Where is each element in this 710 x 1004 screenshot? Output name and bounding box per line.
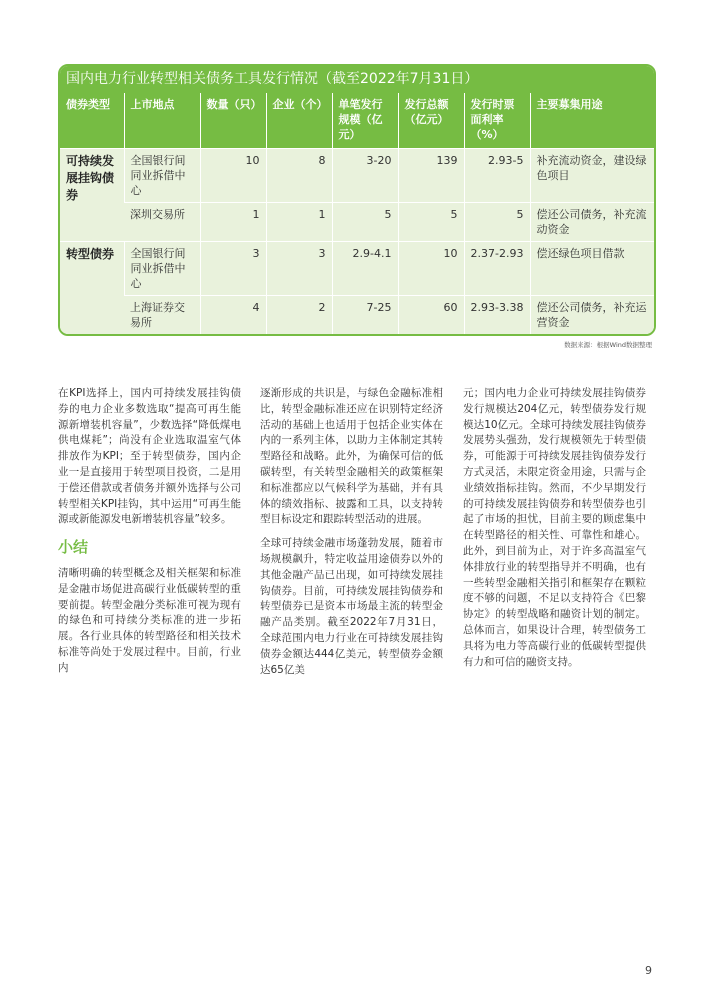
table-row bbox=[60, 203, 654, 242]
paragraph: 元；国内电力企业可持续发展挂钩债券发行规模达204亿元，转型债券发行规模达10亿元。全球可持续发展挂钩债券发展势头强劲，发行规模领先于转型债券，可能源于可持续发展挂钩债券发行方式灵活，未限定资金用途，只需与企业绩效指标挂钩。然而，不少早期发行的可持续发展挂钩债券和转型债券也引起了市场的担忧，目前主要的顾虑集中在转型路径的相关性、可靠性和雄心。此外，到目前为止，对于许多高温室气体排放行业的转型指导并不明确，也有一些转型金融相关指引和框架存在颗粒度不够的问题，不足以支持符合《巴黎协定》的转型战略和融资计划的制定。总体而言，如果设计合理，转型债务工具将为电力等高碳行业的低碳转型提供有力和可信的融资支持。 bbox=[463, 387, 646, 668]
paragraph: 在KPI选择上，国内可持续发展挂钩债券的电力企业多数选取“提高可再生能源新增装机容量”，少数选择“降低煤电供电煤耗”；尚没有企业选取温室气体排放作为KPI；至于转型债券，国内企业一是直接用于转型项目投资，二是用于偿还借款或者债务并额外选择与公司转型相关KPI挂钩，其中运用“可再生能源或新能源发电新增装机容量”较多。 bbox=[58, 387, 241, 526]
use-cell: 补充流动资金，建设绿色项目 bbox=[530, 149, 654, 203]
venue-cell: 上海证券交易所 bbox=[124, 296, 200, 335]
table-row bbox=[60, 242, 654, 296]
firms-cell: 1 bbox=[266, 203, 332, 242]
header-coupon-rate: 发行时票面利率（%） bbox=[464, 93, 530, 149]
size-cell: 7-25 bbox=[332, 296, 398, 335]
header-single-size: 单笔发行规模（亿元） bbox=[332, 93, 398, 149]
section-heading: 小结 bbox=[58, 538, 89, 557]
total-cell: 5 bbox=[398, 203, 464, 242]
count-cell: 10 bbox=[200, 149, 266, 203]
firms-cell: 8 bbox=[266, 149, 332, 203]
table-row bbox=[60, 296, 654, 335]
table-row bbox=[60, 149, 654, 203]
rate-cell: 2.37-2.93 bbox=[464, 242, 530, 296]
text-column-3 bbox=[463, 386, 646, 678]
paragraph: 清晰明确的转型概念及相关框架和标准是金融市场促进高碳行业低碳转型的重要前提。转型金融分类标准可视为现有的绿色和可持续分类标准的进一步拓展。各行业具体的转型路径和相关技术标准等尚处于发展过程中。目前，行业内 bbox=[58, 566, 241, 674]
header-bond-type: 债券类型 bbox=[60, 93, 124, 149]
header-firms: 企业（个） bbox=[266, 93, 332, 149]
venue-cell: 全国银行间同业拆借中心 bbox=[124, 149, 200, 203]
bond-issuance-table bbox=[58, 64, 656, 336]
table-title: 国内电力行业转型相关债务工具发行情况（截至2022年7月31日） bbox=[60, 66, 654, 93]
bond-type-cell: 转型债券 bbox=[60, 242, 124, 335]
rate-cell: 5 bbox=[464, 203, 530, 242]
use-cell: 偿还绿色项目借款 bbox=[530, 242, 654, 296]
size-cell: 3-20 bbox=[332, 149, 398, 203]
text-column-2 bbox=[260, 386, 443, 686]
count-cell: 3 bbox=[200, 242, 266, 296]
data-source-note: 数据来源：根据Wind数据整理 bbox=[564, 341, 652, 349]
page-number: 9 bbox=[645, 964, 652, 977]
firms-cell: 3 bbox=[266, 242, 332, 296]
header-venue: 上市地点 bbox=[124, 93, 200, 149]
header-count: 数量（只） bbox=[200, 93, 266, 149]
venue-cell: 深圳交易所 bbox=[124, 203, 200, 242]
header-total: 发行总额（亿元） bbox=[398, 93, 464, 149]
total-cell: 139 bbox=[398, 149, 464, 203]
total-cell: 60 bbox=[398, 296, 464, 335]
rate-cell: 2.93-5 bbox=[464, 149, 530, 203]
data-table bbox=[60, 93, 654, 334]
use-cell: 偿还公司债务，补充运营资金 bbox=[530, 296, 654, 335]
size-cell: 2.9-4.1 bbox=[332, 242, 398, 296]
venue-cell: 全国银行间同业拆借中心 bbox=[124, 242, 200, 296]
table-header-row bbox=[60, 93, 654, 149]
count-cell: 1 bbox=[200, 203, 266, 242]
count-cell: 4 bbox=[200, 296, 266, 335]
total-cell: 10 bbox=[398, 242, 464, 296]
paragraph: 全球可持续金融市场蓬勃发展，随着市场规模飙升，特定收益用途债券以外的其他金融产品已出现，如可持续发展挂钩债券。目前，可持续发展挂钩债券和转型债券已是资本市场最主流的转型金融产品类别。截至2022年7月31日，全球范围内电力行业在可持续发展挂钩债券金额达444亿美元，转型债券金额达65亿美 bbox=[260, 537, 443, 676]
firms-cell: 2 bbox=[266, 296, 332, 335]
use-cell: 偿还公司债务，补充流动资金 bbox=[530, 203, 654, 242]
size-cell: 5 bbox=[332, 203, 398, 242]
header-use-of-proceeds: 主要募集用途 bbox=[530, 93, 654, 149]
rate-cell: 2.93-3.38 bbox=[464, 296, 530, 335]
paragraph: 逐渐形成的共识是，与绿色金融标准相比，转型金融标准还应在识别特定经济活动的基础上也适用于包括企业实体在内的一系列主体，以助力主体制定其转型路径和战略。此外，为确保可信的低碳转型，有关转型金融相关的政策框架和标准都应以气候科学为基础，并有具体的绩效指标、披露和工具，以支持转型目标设定和跟踪转型活动的进展。 bbox=[260, 387, 443, 526]
bond-type-cell: 可持续发展挂钩债券 bbox=[60, 149, 124, 242]
text-column-1 bbox=[58, 386, 241, 685]
